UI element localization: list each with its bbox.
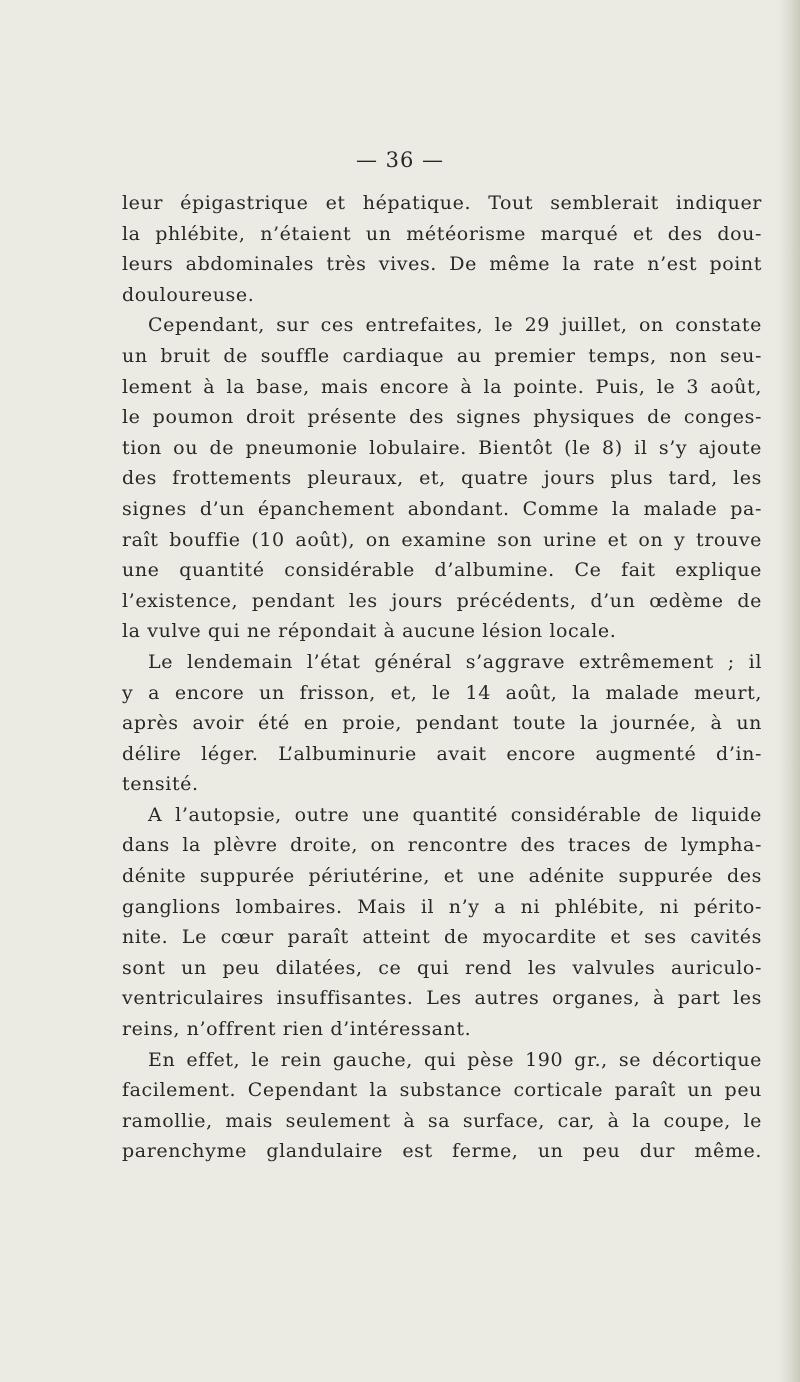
text-line: lement à la base, mais encore à la pointe. Puis, le 3 août, (122, 375, 762, 398)
text-line: la phlébite, n’étaient un météorisme marqué et des dou- (122, 222, 762, 245)
text-line: la vulve qui ne répondait à aucune lésion locale. (122, 620, 617, 643)
text-line: dénite suppurée périutérine, et une adénite suppurée des (122, 865, 762, 888)
text-line: leurs abdominales très vives. De même la rate n’est point (122, 253, 762, 276)
text-line: des frottements pleuraux, et, quatre jours plus tard, les (122, 467, 762, 490)
text-line: signes d’un épanchement abondant. Comme la malade pa- (122, 497, 762, 520)
text-line: douloureuse. (122, 283, 255, 306)
text-line: Le lendemain l’état général s’aggrave extrêmement ; il (148, 650, 762, 673)
text-line: ramollie, mais seulement à sa surface, car, à la coupe, le (122, 1109, 762, 1132)
text-line: raît bouffie (10 août), on examine son urine et on y trouve (122, 528, 762, 551)
body-text (122, 188, 762, 1167)
text-line: une quantité considérable d’albumine. Ce fait explique (122, 559, 762, 582)
text-line: le poumon droit présente des signes physiques de conges- (122, 406, 762, 429)
text-line: un bruit de souffle cardiaque au premier temps, non seu- (122, 344, 762, 367)
text-line: délire léger. L’albuminurie avait encore augmenté d’in- (122, 742, 762, 765)
text-line: tion ou de pneumonie lobulaire. Bientôt (le 8) il s’y ajoute (122, 436, 762, 459)
text-line: Cependant, sur ces entrefaites, le 29 juillet, on constate (148, 314, 762, 337)
text-line: sont un peu dilatées, ce qui rend les valvules auriculo- (122, 956, 762, 979)
page-edge-shadow (778, 0, 800, 1382)
text-line: après avoir été en proie, pendant toute la journée, à un (122, 712, 762, 735)
text-line: ganglions lombaires. Mais il n’y a ni phlébite, ni périto- (122, 895, 762, 918)
text-line: nite. Le cœur paraît atteint de myocardite et ses cavités (122, 926, 762, 949)
text-line: ventriculaires insuffisantes. Les autres organes, à part les (122, 987, 762, 1010)
page-number: — 36 — (355, 148, 445, 172)
text-line: leur épigastrique et hépatique. Tout semblerait indiquer (122, 192, 762, 214)
text-line: l’existence, pendant les jours précédents, d’un œdème de (122, 589, 762, 612)
text-line: y a encore un frisson, et, le 14 août, la malade meurt, (122, 681, 762, 704)
text-line: tensité. (122, 773, 199, 796)
text-line: En effet, le rein gauche, qui pèse 190 gr., se décortique (148, 1048, 762, 1071)
text-line: parenchyme glandulaire est ferme, un peu dur même. (122, 1140, 762, 1163)
text-line: reins, n’offrent rien d’intéressant. (122, 1018, 472, 1041)
text-line: dans la plèvre droite, on rencontre des traces de lympha- (122, 834, 762, 857)
text-line: facilement. Cependant la substance corticale paraît un peu (122, 1079, 762, 1102)
text-line: A l’autopsie, outre une quantité considérable de liquide (148, 803, 762, 826)
